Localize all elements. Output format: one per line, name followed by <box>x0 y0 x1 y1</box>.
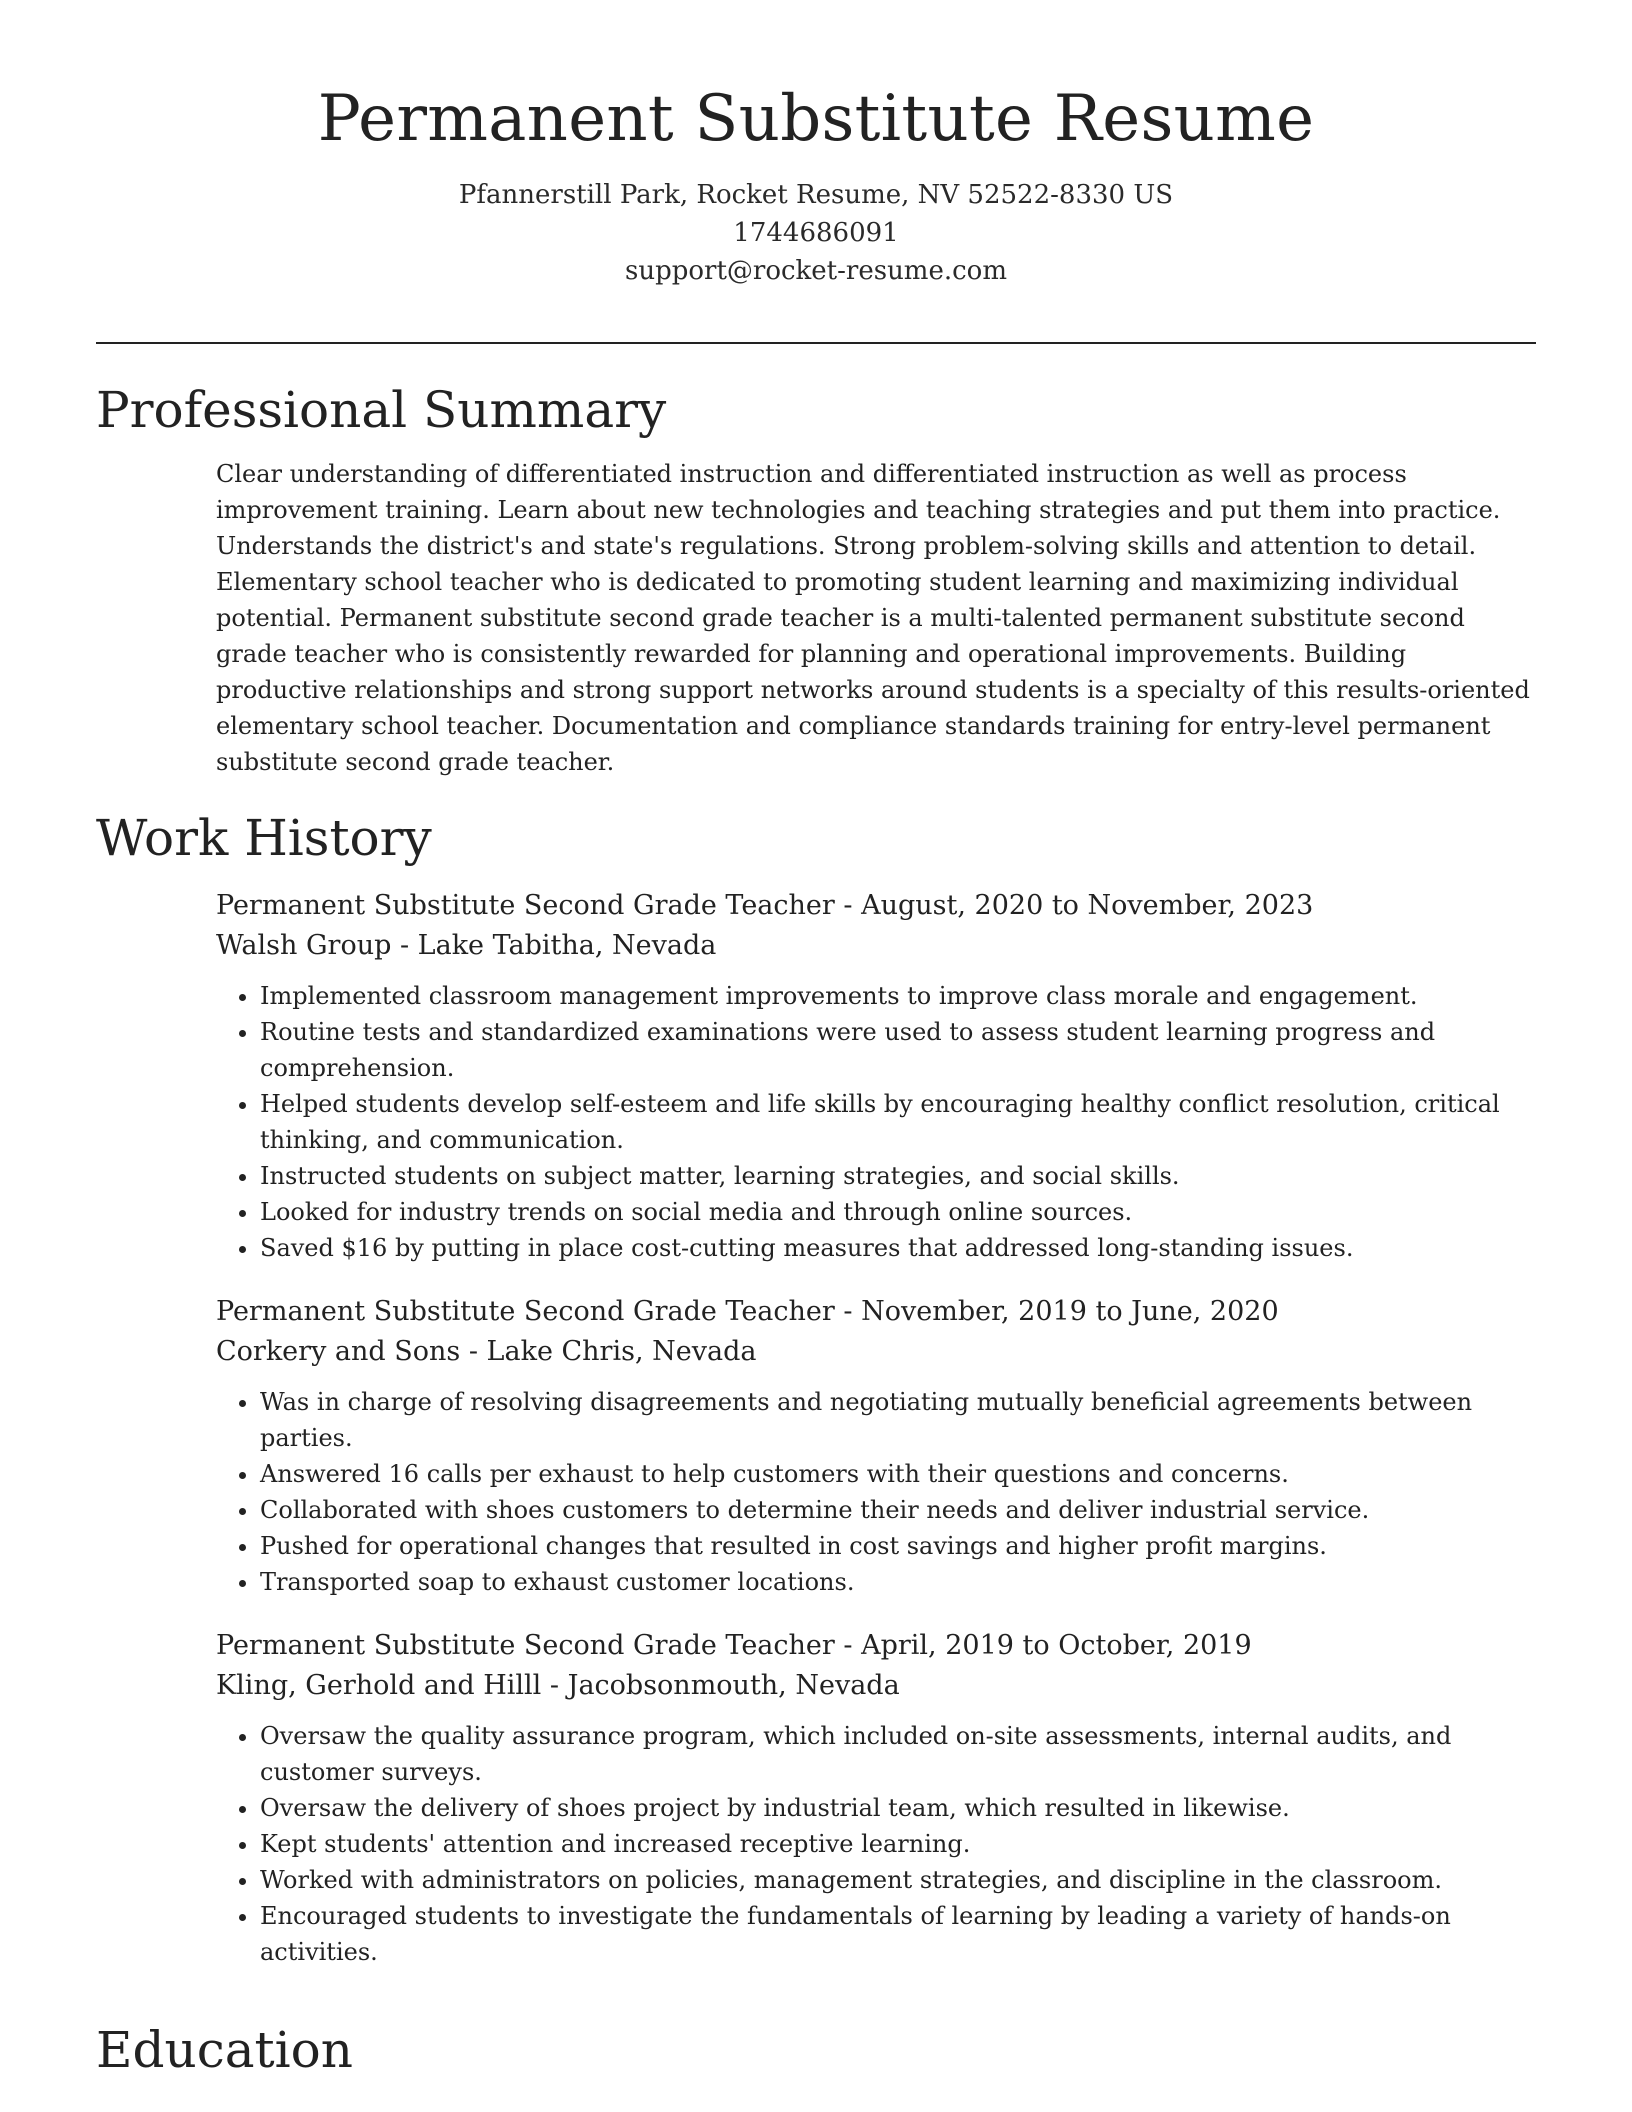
resume-header <box>0 0 1632 290</box>
resume-title: Permanent Substitute Resume <box>317 82 1315 156</box>
job-bullet: • Routine tests and standardized examinations were used to assess student learning progress and comprehension. <box>260 1014 1536 1086</box>
job-location: - Lake Tabitha, Nevada <box>391 930 717 961</box>
job-bullet: • Implemented classroom management improvements to improve class morale and engagement. <box>260 978 1536 1014</box>
job-bullet: • Saved $16 by putting in place cost-cutting measures that addressed long-standing issues. <box>260 1230 1536 1266</box>
job-company: Corkery and Sons <box>216 1336 461 1367</box>
job-title-line <box>216 1292 1536 1332</box>
job-bullets <box>216 1718 1536 1970</box>
job-bullet: • Was in charge of resolving disagreements and negotiating mutually beneficial agreements between parties. <box>260 1384 1536 1456</box>
work-history-section <box>96 808 1536 1970</box>
job-entry <box>216 1626 1536 1970</box>
job-title: Permanent Substitute Second Grade Teacher <box>216 1630 835 1661</box>
job-dates: - November, 2019 to June, 2020 <box>834 1296 1279 1327</box>
education-section <box>96 2020 1536 2080</box>
job-title-line <box>216 1626 1536 1666</box>
job-location: - Jacobsonmouth, Nevada <box>541 1670 900 1701</box>
job-bullet: • Collaborated with shoes customers to determine their needs and deliver industrial service. <box>260 1492 1536 1528</box>
contact-email: support@rocket-resume.com <box>624 256 1007 287</box>
job-bullet: • Helped students develop self-esteem and life skills by encouraging healthy conflict resolution, critical thinking, and communication. <box>260 1086 1536 1158</box>
section-title-summary: Professional Summary <box>96 381 667 439</box>
job-bullet: • Kept students' attention and increased receptive learning. <box>260 1826 1536 1862</box>
job-bullet: • Pushed for operational changes that resulted in cost savings and higher profit margins. <box>260 1528 1536 1564</box>
job-bullet: • Looked for industry trends on social media and through online sources. <box>260 1194 1536 1230</box>
contact-phone: 1744686091 <box>733 218 899 249</box>
job-company: Kling, Gerhold and Hilll <box>216 1670 542 1701</box>
job-bullet: • Instructed students on subject matter, learning strategies, and social skills. <box>260 1158 1536 1194</box>
job-bullet: • Oversaw the delivery of shoes project by industrial team, which resulted in likewise. <box>260 1790 1536 1826</box>
job-company: Walsh Group <box>216 930 392 961</box>
job-title: Permanent Substitute Second Grade Teacher <box>216 1296 835 1327</box>
job-location: - Lake Chris, Nevada <box>460 1336 757 1367</box>
job-dates: - August, 2020 to November, 2023 <box>834 890 1314 921</box>
job-title: Permanent Substitute Second Grade Teacher <box>216 890 835 921</box>
job-entry <box>216 886 1536 1266</box>
job-bullet: • Transported soap to exhaust customer locations. <box>260 1564 1536 1600</box>
job-dates: - April, 2019 to October, 2019 <box>834 1630 1252 1661</box>
job-company-line <box>216 1332 1536 1372</box>
summary-text: Clear understanding of differentiated instruction and differentiated instruction as well as process improvement training. Learn about new technologies and teaching strategies and put them into practice. Understands the district's and state's regulations. Strong problem-solving skills and attention to detail. Elementary school teacher who is dedicated to promoting student learning and maximizing individual potential. Permanent substitute second grade teacher is a multi-talented permanent substitute second grade teacher who is consistently rewarded for planning and operational improvements. Building productive relationships and strong support networks around students is a specialty of this results-oriented elementary school teacher. Documentation and compliance standards training for entry-level permanent substitute second grade teacher. <box>216 460 1530 776</box>
section-title-work-history: Work History <box>96 809 432 867</box>
job-bullet: • Encouraged students to investigate the fundamentals of learning by leading a variety of hands-on activities. <box>260 1898 1536 1970</box>
job-bullet: • Answered 16 calls per exhaust to help customers with their questions and concerns. <box>260 1456 1536 1492</box>
job-bullet: • Worked with administrators on policies, management strategies, and discipline in the classroom. <box>260 1862 1536 1898</box>
header-divider <box>96 342 1536 344</box>
job-bullets <box>216 978 1536 1266</box>
job-bullet: • Oversaw the quality assurance program, which included on-site assessments, internal audits, and customer surveys. <box>260 1718 1536 1790</box>
contact-address: Pfannerstill Park, Rocket Resume, NV 52522-8330 US <box>458 180 1174 211</box>
job-company-line <box>216 926 1536 966</box>
section-title-education: Education <box>96 2021 353 2079</box>
summary-body <box>216 456 1536 780</box>
job-entry <box>216 1292 1536 1600</box>
job-title-line <box>216 886 1536 926</box>
professional-summary-section <box>96 380 1536 780</box>
job-company-line <box>216 1666 1536 1706</box>
job-bullets <box>216 1384 1536 1600</box>
contact-block <box>0 176 1632 290</box>
jobs-list <box>216 886 1536 1970</box>
